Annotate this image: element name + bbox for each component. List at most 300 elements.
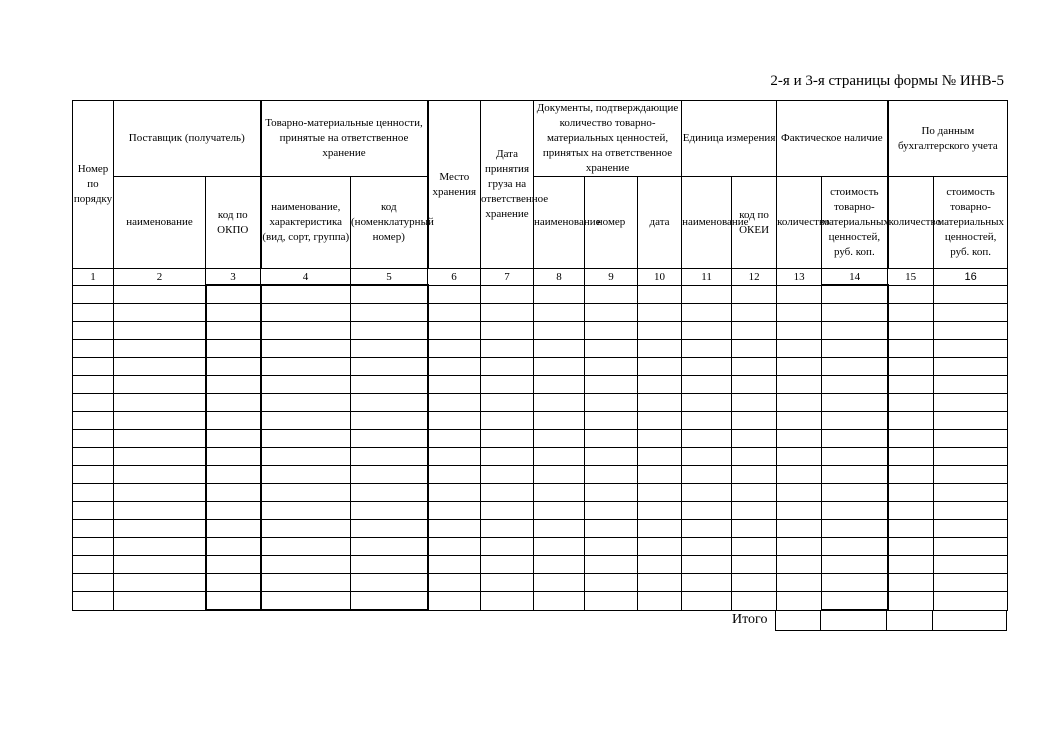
table-cell[interactable] bbox=[585, 574, 638, 592]
table-cell[interactable] bbox=[934, 340, 1008, 358]
table-cell[interactable] bbox=[585, 448, 638, 466]
table-cell[interactable] bbox=[534, 340, 585, 358]
table-cell[interactable] bbox=[206, 394, 261, 412]
table-cell[interactable] bbox=[261, 376, 351, 394]
table-cell[interactable] bbox=[351, 304, 428, 322]
table-cell[interactable] bbox=[822, 448, 888, 466]
table-cell[interactable] bbox=[585, 358, 638, 376]
table-cell[interactable] bbox=[73, 448, 114, 466]
table-cell[interactable] bbox=[777, 556, 822, 574]
table-cell[interactable] bbox=[638, 592, 682, 611]
table-cell[interactable] bbox=[351, 376, 428, 394]
table-cell[interactable] bbox=[682, 484, 732, 502]
table-cell[interactable] bbox=[428, 466, 481, 484]
table-cell[interactable] bbox=[682, 538, 732, 556]
table-cell[interactable] bbox=[481, 304, 534, 322]
table-cell[interactable] bbox=[585, 466, 638, 484]
table-cell[interactable] bbox=[732, 376, 777, 394]
table-cell[interactable] bbox=[481, 340, 534, 358]
table-cell[interactable] bbox=[73, 538, 114, 556]
table-cell[interactable] bbox=[732, 574, 777, 592]
table-cell[interactable] bbox=[822, 412, 888, 430]
table-cell[interactable] bbox=[114, 358, 206, 376]
table-cell[interactable] bbox=[73, 592, 114, 611]
table-cell[interactable] bbox=[638, 466, 682, 484]
table-cell[interactable] bbox=[114, 376, 206, 394]
table-cell[interactable] bbox=[682, 285, 732, 304]
table-cell[interactable] bbox=[732, 520, 777, 538]
table-cell[interactable] bbox=[585, 430, 638, 448]
table-cell[interactable] bbox=[261, 358, 351, 376]
table-cell[interactable] bbox=[351, 556, 428, 574]
table-cell[interactable] bbox=[638, 448, 682, 466]
table-cell[interactable] bbox=[351, 448, 428, 466]
table-cell[interactable] bbox=[114, 448, 206, 466]
table-cell[interactable] bbox=[934, 285, 1008, 304]
table-cell[interactable] bbox=[777, 412, 822, 430]
table-cell[interactable] bbox=[481, 430, 534, 448]
table-cell[interactable] bbox=[73, 430, 114, 448]
table-cell[interactable] bbox=[428, 430, 481, 448]
table-cell[interactable] bbox=[428, 322, 481, 340]
table-cell[interactable] bbox=[261, 412, 351, 430]
table-cell[interactable] bbox=[534, 556, 585, 574]
table-cell[interactable] bbox=[73, 322, 114, 340]
table-cell[interactable] bbox=[114, 340, 206, 358]
table-cell[interactable] bbox=[888, 448, 934, 466]
table-cell[interactable] bbox=[822, 340, 888, 358]
table-cell[interactable] bbox=[638, 574, 682, 592]
table-cell[interactable] bbox=[114, 466, 206, 484]
table-cell[interactable] bbox=[638, 430, 682, 448]
table-cell[interactable] bbox=[638, 358, 682, 376]
table-cell[interactable] bbox=[351, 502, 428, 520]
table-cell[interactable] bbox=[888, 574, 934, 592]
table-cell[interactable] bbox=[73, 520, 114, 538]
table-cell[interactable] bbox=[351, 592, 428, 611]
table-cell[interactable] bbox=[638, 556, 682, 574]
table-cell[interactable] bbox=[261, 448, 351, 466]
table-cell[interactable] bbox=[822, 592, 888, 611]
table-cell[interactable] bbox=[934, 304, 1008, 322]
table-row bbox=[73, 285, 1008, 304]
table-cell[interactable] bbox=[585, 394, 638, 412]
table-cell[interactable] bbox=[934, 574, 1008, 592]
table-cell[interactable] bbox=[206, 484, 261, 502]
table-cell[interactable] bbox=[206, 448, 261, 466]
table-cell[interactable] bbox=[682, 394, 732, 412]
table-cell[interactable] bbox=[114, 502, 206, 520]
table-cell[interactable] bbox=[888, 322, 934, 340]
table-cell[interactable] bbox=[934, 484, 1008, 502]
table-cell[interactable] bbox=[428, 340, 481, 358]
table-cell[interactable] bbox=[206, 285, 261, 304]
table-cell[interactable] bbox=[934, 538, 1008, 556]
table-cell[interactable] bbox=[732, 502, 777, 520]
table-cell[interactable] bbox=[822, 502, 888, 520]
table-cell[interactable] bbox=[934, 358, 1008, 376]
table-cell[interactable] bbox=[206, 322, 261, 340]
table-cell[interactable] bbox=[428, 394, 481, 412]
table-cell[interactable] bbox=[934, 448, 1008, 466]
table-cell[interactable] bbox=[682, 430, 732, 448]
table-cell[interactable] bbox=[428, 358, 481, 376]
table-cell[interactable] bbox=[114, 322, 206, 340]
table-cell[interactable] bbox=[206, 466, 261, 484]
table-cell[interactable] bbox=[481, 412, 534, 430]
table-cell[interactable] bbox=[428, 592, 481, 611]
table-cell[interactable] bbox=[822, 466, 888, 484]
table-cell[interactable] bbox=[534, 538, 585, 556]
table-cell[interactable] bbox=[732, 340, 777, 358]
table-cell[interactable] bbox=[261, 520, 351, 538]
table-cell[interactable] bbox=[934, 592, 1008, 611]
table-cell[interactable] bbox=[206, 556, 261, 574]
table-cell[interactable] bbox=[777, 466, 822, 484]
table-cell[interactable] bbox=[682, 556, 732, 574]
table-cell[interactable] bbox=[206, 430, 261, 448]
table-cell[interactable] bbox=[888, 556, 934, 574]
table-cell[interactable] bbox=[682, 520, 732, 538]
table-cell[interactable] bbox=[888, 484, 934, 502]
table-cell[interactable] bbox=[638, 484, 682, 502]
table-cell[interactable] bbox=[481, 502, 534, 520]
table-cell[interactable] bbox=[261, 304, 351, 322]
table-cell[interactable] bbox=[114, 285, 206, 304]
table-cell[interactable] bbox=[261, 285, 351, 304]
table-cell[interactable] bbox=[822, 484, 888, 502]
table-cell[interactable] bbox=[777, 285, 822, 304]
table-cell[interactable] bbox=[481, 574, 534, 592]
table-cell[interactable] bbox=[732, 394, 777, 412]
table-cell[interactable] bbox=[351, 285, 428, 304]
table-cell[interactable] bbox=[777, 574, 822, 592]
table-cell[interactable] bbox=[732, 412, 777, 430]
table-cell[interactable] bbox=[481, 285, 534, 304]
table-cell[interactable] bbox=[777, 340, 822, 358]
table-cell[interactable] bbox=[777, 322, 822, 340]
table-cell[interactable] bbox=[534, 322, 585, 340]
table-cell[interactable] bbox=[261, 574, 351, 592]
table-cell[interactable] bbox=[481, 556, 534, 574]
table-cell[interactable] bbox=[428, 304, 481, 322]
table-cell[interactable] bbox=[934, 376, 1008, 394]
table-cell[interactable] bbox=[534, 502, 585, 520]
table-cell[interactable] bbox=[534, 376, 585, 394]
table-cell[interactable] bbox=[261, 466, 351, 484]
table-cell[interactable] bbox=[481, 592, 534, 611]
table-cell[interactable] bbox=[585, 412, 638, 430]
table-cell[interactable] bbox=[206, 376, 261, 394]
table-cell[interactable] bbox=[534, 448, 585, 466]
table-cell[interactable] bbox=[428, 376, 481, 394]
table-cell[interactable] bbox=[822, 520, 888, 538]
table-cell[interactable] bbox=[682, 304, 732, 322]
header-accept-date: Дата принятия груза на ответственное хранение bbox=[481, 101, 534, 269]
table-cell[interactable] bbox=[428, 502, 481, 520]
table-cell[interactable] bbox=[206, 502, 261, 520]
table-cell[interactable] bbox=[73, 556, 114, 574]
table-cell[interactable] bbox=[777, 484, 822, 502]
table-cell[interactable] bbox=[261, 322, 351, 340]
table-cell[interactable] bbox=[534, 574, 585, 592]
table-cell[interactable] bbox=[888, 394, 934, 412]
table-cell[interactable] bbox=[585, 520, 638, 538]
table-cell[interactable] bbox=[888, 376, 934, 394]
table-cell[interactable] bbox=[534, 484, 585, 502]
table-cell[interactable] bbox=[261, 538, 351, 556]
table-cell[interactable] bbox=[638, 322, 682, 340]
table-cell[interactable] bbox=[934, 322, 1008, 340]
table-cell[interactable] bbox=[534, 412, 585, 430]
table-cell[interactable] bbox=[206, 358, 261, 376]
table-cell[interactable] bbox=[682, 448, 732, 466]
table-cell[interactable] bbox=[934, 412, 1008, 430]
table-cell[interactable] bbox=[888, 340, 934, 358]
table-cell[interactable] bbox=[481, 376, 534, 394]
table-cell[interactable] bbox=[114, 412, 206, 430]
table-cell[interactable] bbox=[351, 538, 428, 556]
table-cell[interactable] bbox=[638, 538, 682, 556]
table-cell[interactable] bbox=[822, 322, 888, 340]
table-cell[interactable] bbox=[682, 592, 732, 611]
table-cell[interactable] bbox=[351, 394, 428, 412]
table-cell[interactable] bbox=[777, 430, 822, 448]
table-cell[interactable] bbox=[114, 520, 206, 538]
table-cell[interactable] bbox=[777, 502, 822, 520]
table-cell[interactable] bbox=[732, 592, 777, 611]
table-cell[interactable] bbox=[534, 304, 585, 322]
table-cell[interactable] bbox=[682, 322, 732, 340]
table-cell[interactable] bbox=[585, 322, 638, 340]
table-cell[interactable] bbox=[261, 394, 351, 412]
table-cell[interactable] bbox=[822, 376, 888, 394]
table-cell[interactable] bbox=[585, 304, 638, 322]
table-cell[interactable] bbox=[822, 304, 888, 322]
table-cell[interactable] bbox=[682, 502, 732, 520]
table-cell[interactable] bbox=[682, 340, 732, 358]
table-cell[interactable] bbox=[732, 430, 777, 448]
table-cell[interactable] bbox=[481, 466, 534, 484]
table-cell[interactable] bbox=[428, 484, 481, 502]
table-cell[interactable] bbox=[261, 592, 351, 611]
table-cell[interactable] bbox=[888, 466, 934, 484]
table-cell[interactable] bbox=[206, 520, 261, 538]
table-cell[interactable] bbox=[534, 394, 585, 412]
table-cell[interactable] bbox=[114, 484, 206, 502]
table-cell[interactable] bbox=[822, 285, 888, 304]
table-cell[interactable] bbox=[888, 412, 934, 430]
table-cell[interactable] bbox=[888, 304, 934, 322]
table-cell[interactable] bbox=[585, 376, 638, 394]
table-cell[interactable] bbox=[888, 592, 934, 611]
table-cell[interactable] bbox=[732, 322, 777, 340]
table-cell[interactable] bbox=[481, 538, 534, 556]
table-cell[interactable] bbox=[888, 285, 934, 304]
table-cell[interactable] bbox=[682, 466, 732, 484]
table-cell[interactable] bbox=[428, 448, 481, 466]
table-cell[interactable] bbox=[114, 430, 206, 448]
table-cell[interactable] bbox=[206, 574, 261, 592]
table-cell[interactable] bbox=[888, 538, 934, 556]
column-number: 15 bbox=[888, 269, 934, 286]
table-cell[interactable] bbox=[888, 502, 934, 520]
total-actual-cost-cell[interactable] bbox=[821, 611, 887, 631]
table-cell[interactable] bbox=[481, 322, 534, 340]
table-cell[interactable] bbox=[888, 430, 934, 448]
table-cell[interactable] bbox=[428, 538, 481, 556]
table-cell[interactable] bbox=[428, 574, 481, 592]
table-cell[interactable] bbox=[351, 358, 428, 376]
table-cell[interactable] bbox=[682, 358, 732, 376]
table-cell[interactable] bbox=[732, 484, 777, 502]
table-cell[interactable] bbox=[261, 502, 351, 520]
form-caption: 2-я и 3-я страницы формы № ИНВ-5 bbox=[770, 73, 1004, 89]
table-cell[interactable] bbox=[534, 466, 585, 484]
table-cell[interactable] bbox=[428, 285, 481, 304]
table-cell[interactable] bbox=[638, 394, 682, 412]
table-cell[interactable] bbox=[73, 412, 114, 430]
table-cell[interactable] bbox=[114, 574, 206, 592]
table-cell[interactable] bbox=[682, 412, 732, 430]
table-cell[interactable] bbox=[777, 358, 822, 376]
table-cell[interactable] bbox=[585, 502, 638, 520]
total-actual-qty-cell[interactable] bbox=[776, 611, 821, 631]
table-cell[interactable] bbox=[73, 394, 114, 412]
table-cell[interactable] bbox=[261, 556, 351, 574]
table-cell[interactable] bbox=[732, 448, 777, 466]
table-cell[interactable] bbox=[351, 340, 428, 358]
table-cell[interactable] bbox=[114, 538, 206, 556]
table-cell[interactable] bbox=[732, 538, 777, 556]
table-cell[interactable] bbox=[682, 574, 732, 592]
table-cell[interactable] bbox=[934, 520, 1008, 538]
table-cell[interactable] bbox=[73, 574, 114, 592]
table-cell[interactable] bbox=[638, 340, 682, 358]
table-cell[interactable] bbox=[638, 304, 682, 322]
table-cell[interactable] bbox=[481, 448, 534, 466]
table-cell[interactable] bbox=[481, 484, 534, 502]
table-cell[interactable] bbox=[206, 340, 261, 358]
table-cell[interactable] bbox=[732, 304, 777, 322]
table-cell[interactable] bbox=[351, 520, 428, 538]
table-cell[interactable] bbox=[73, 466, 114, 484]
total-acc-qty-cell[interactable] bbox=[887, 611, 933, 631]
table-cell[interactable] bbox=[934, 556, 1008, 574]
table-cell[interactable] bbox=[73, 502, 114, 520]
table-cell[interactable] bbox=[261, 484, 351, 502]
table-cell[interactable] bbox=[73, 285, 114, 304]
table-cell[interactable] bbox=[351, 466, 428, 484]
table-cell[interactable] bbox=[822, 358, 888, 376]
table-cell[interactable] bbox=[934, 394, 1008, 412]
table-cell[interactable] bbox=[732, 466, 777, 484]
table-cell[interactable] bbox=[73, 304, 114, 322]
table-cell[interactable] bbox=[206, 304, 261, 322]
table-cell[interactable] bbox=[114, 592, 206, 611]
table-cell[interactable] bbox=[585, 556, 638, 574]
table-cell[interactable] bbox=[428, 556, 481, 574]
table-cell[interactable] bbox=[822, 430, 888, 448]
table-cell[interactable] bbox=[585, 538, 638, 556]
table-cell[interactable] bbox=[822, 538, 888, 556]
table-cell[interactable] bbox=[351, 574, 428, 592]
total-acc-cost-cell[interactable] bbox=[933, 611, 1007, 631]
table-cell[interactable] bbox=[732, 358, 777, 376]
table-cell[interactable] bbox=[73, 484, 114, 502]
table-cell[interactable] bbox=[585, 340, 638, 358]
table-cell[interactable] bbox=[73, 376, 114, 394]
table-cell[interactable] bbox=[888, 520, 934, 538]
table-row bbox=[73, 376, 1008, 394]
header-accounting: По данным бухгалтерского учета bbox=[888, 101, 1008, 177]
table-cell[interactable] bbox=[534, 520, 585, 538]
table-cell[interactable] bbox=[777, 376, 822, 394]
table-cell[interactable] bbox=[732, 556, 777, 574]
table-cell[interactable] bbox=[934, 502, 1008, 520]
table-cell[interactable] bbox=[638, 502, 682, 520]
table-cell[interactable] bbox=[206, 412, 261, 430]
table-cell[interactable] bbox=[114, 304, 206, 322]
table-cell[interactable] bbox=[822, 556, 888, 574]
table-cell[interactable] bbox=[682, 376, 732, 394]
column-number: 6 bbox=[428, 269, 481, 286]
table-cell[interactable] bbox=[638, 520, 682, 538]
table-cell[interactable] bbox=[351, 430, 428, 448]
table-cell[interactable] bbox=[638, 412, 682, 430]
table-cell[interactable] bbox=[114, 394, 206, 412]
table-cell[interactable] bbox=[481, 520, 534, 538]
table-cell[interactable] bbox=[934, 466, 1008, 484]
table-cell[interactable] bbox=[261, 430, 351, 448]
table-cell[interactable] bbox=[777, 520, 822, 538]
table-cell[interactable] bbox=[481, 394, 534, 412]
table-cell[interactable] bbox=[777, 448, 822, 466]
table-cell[interactable] bbox=[777, 304, 822, 322]
table-cell[interactable] bbox=[585, 592, 638, 611]
table-cell[interactable] bbox=[73, 358, 114, 376]
table-cell[interactable] bbox=[351, 412, 428, 430]
table-cell[interactable] bbox=[638, 376, 682, 394]
table-cell[interactable] bbox=[732, 285, 777, 304]
table-cell[interactable] bbox=[934, 430, 1008, 448]
table-cell[interactable] bbox=[638, 285, 682, 304]
table-cell[interactable] bbox=[888, 358, 934, 376]
table-cell[interactable] bbox=[481, 358, 534, 376]
table-cell[interactable] bbox=[206, 592, 261, 611]
table-cell[interactable] bbox=[777, 592, 822, 611]
table-cell[interactable] bbox=[585, 285, 638, 304]
table-cell[interactable] bbox=[206, 538, 261, 556]
table-cell[interactable] bbox=[351, 322, 428, 340]
table-cell[interactable] bbox=[114, 556, 206, 574]
table-cell[interactable] bbox=[428, 520, 481, 538]
table-cell[interactable] bbox=[822, 394, 888, 412]
table-cell[interactable] bbox=[73, 340, 114, 358]
table-cell[interactable] bbox=[428, 412, 481, 430]
table-cell[interactable] bbox=[534, 430, 585, 448]
table-cell[interactable] bbox=[534, 358, 585, 376]
table-cell[interactable] bbox=[777, 394, 822, 412]
table-cell[interactable] bbox=[351, 484, 428, 502]
table-cell[interactable] bbox=[822, 574, 888, 592]
table-row bbox=[73, 538, 1008, 556]
table-cell[interactable] bbox=[534, 285, 585, 304]
table-cell[interactable] bbox=[534, 592, 585, 611]
table-cell[interactable] bbox=[585, 484, 638, 502]
table-cell[interactable] bbox=[261, 340, 351, 358]
table-cell[interactable] bbox=[777, 538, 822, 556]
